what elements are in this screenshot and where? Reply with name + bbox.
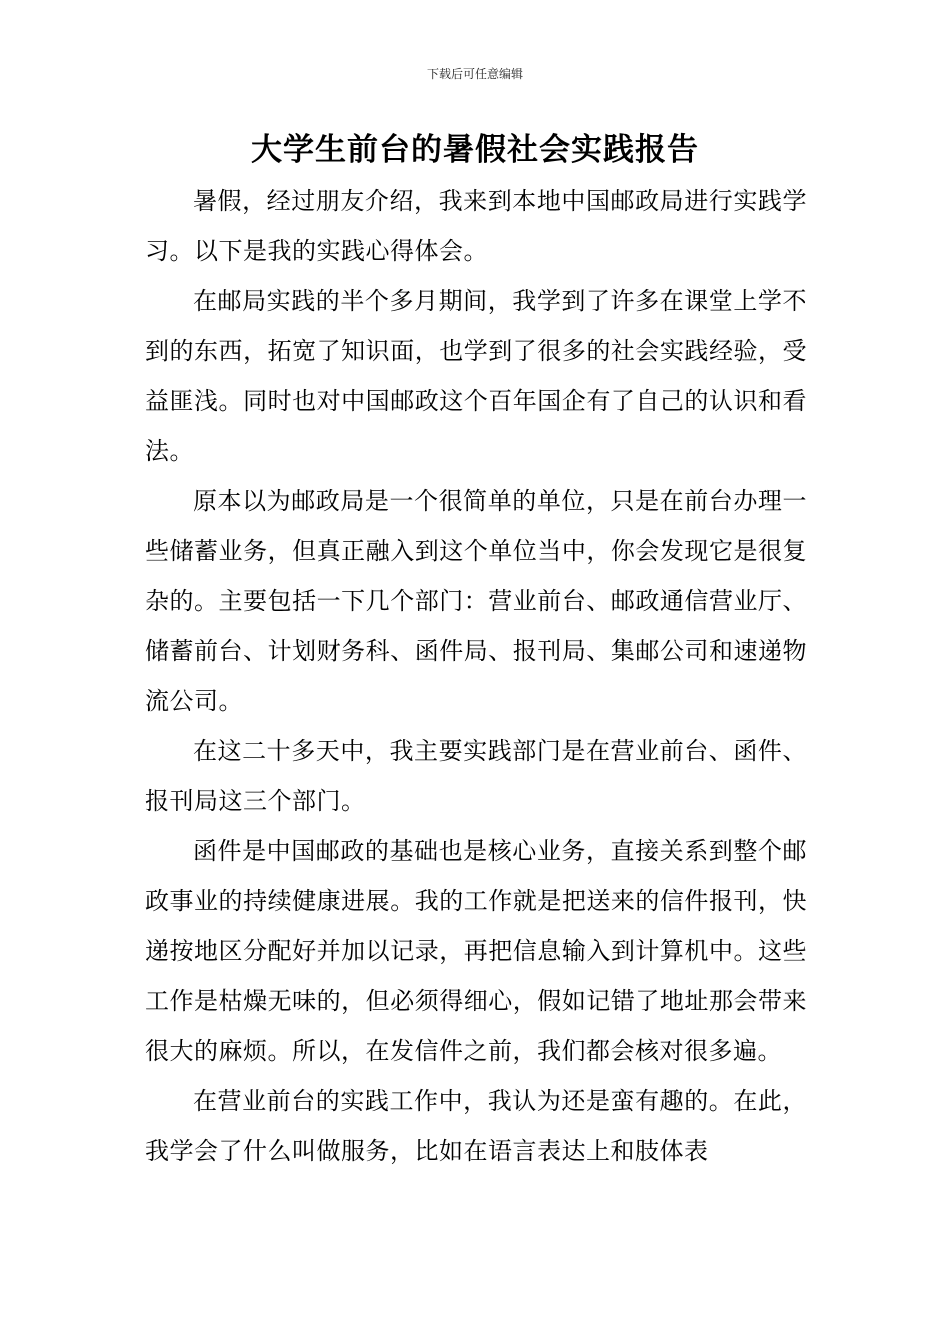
paragraph-3: 原本以为邮政局是一个很简单的单位，只是在前台办理一些储蓄业务，但真正融入到这个单位当中，你会发现它是很复杂的。主要包括一下几个部门：营业前台、邮政通信营业厅、储蓄前台、计划财务科、函件局、报刊局、集邮公司和速递物流公司。 [145,487,807,715]
paragraph-6: 在营业前台的实践工作中，我认为还是蛮有趣的。在此，我学会了什么叫做服务，比如在语言表达上和肢体表 [145,1087,807,1165]
paragraph-5: 函件是中国邮政的基础也是核心业务，直接关系到整个邮政事业的持续健康进展。我的工作就是把送来的信件报刊，快递按地区分配好并加以记录，再把信息输入到计算机中。这些工作是枯燥无味的，但必须得细心，假如记错了地址那会带来很大的麻烦。所以，在发信件之前，我们都会核对很多遍。 [145,837,807,1065]
document-body [145,176,807,1176]
page-header-note: 下载后可任意编辑 [426,67,523,81]
paragraph-2: 在邮局实践的半个多月期间，我学到了许多在课堂上学不到的东西，拓宽了知识面，也学到了很多的社会实践经验，受益匪浅。同时也对中国邮政这个百年国企有了自己的认识和看法。 [145,287,807,465]
paragraph-4: 在这二十多天中，我主要实践部门是在营业前台、函件、报刊局这三个部门。 [145,737,807,815]
paragraph-1: 暑假，经过朋友介绍，我来到本地中国邮政局进行实践学习。以下是我的实践心得体会。 [145,187,807,265]
document-title: 大学生前台的暑假社会实践报告 [251,132,699,168]
